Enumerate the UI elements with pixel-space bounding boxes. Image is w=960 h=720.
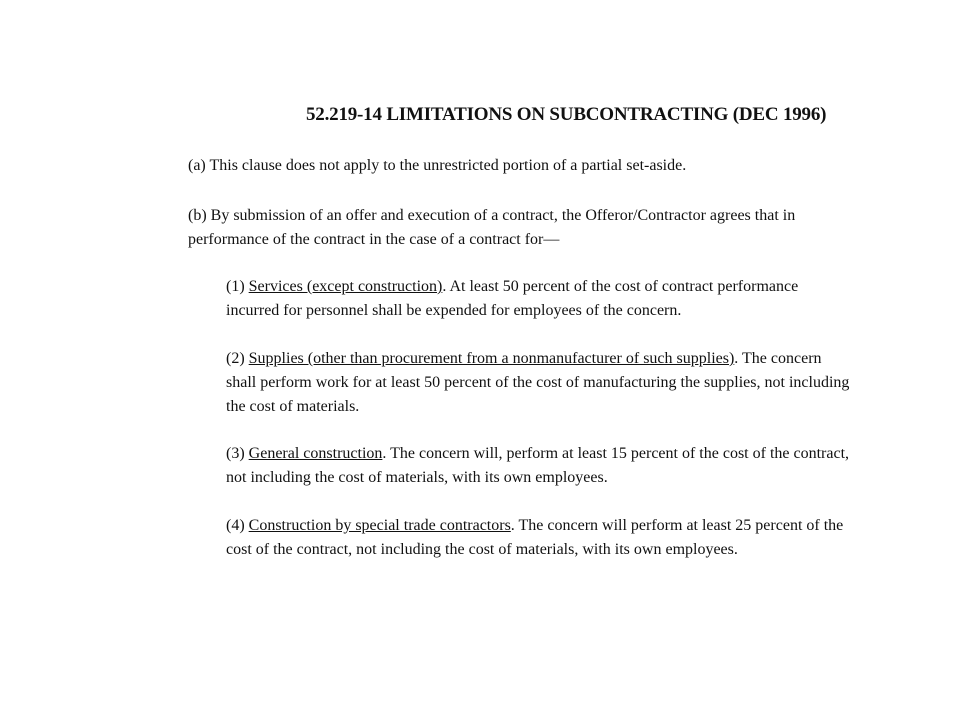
paragraph-b-line-1: (b) By submission of an offer and execution of a contract, the Offeror/Contractor agrees that in [188, 207, 796, 224]
item-2-heading: Supplies (other than procurement from a nonmanufacturer of such supplies) [248, 350, 735, 367]
item-1-line-1-rest: . At least 50 percent of the cost of contract performance [442, 278, 799, 295]
item-2-prefix: (2) [226, 350, 249, 367]
item-3-prefix: (3) [226, 445, 249, 462]
item-4-prefix: (4) [226, 517, 249, 534]
item-3-heading: General construction [248, 445, 383, 462]
paragraph-b [188, 204, 795, 252]
item-2-line-1 [226, 347, 849, 371]
item-2-line-2: shall perform work for at least 50 percent of the cost of manufacturing the supplies, not including [226, 374, 850, 391]
paragraph-a [188, 154, 686, 178]
item-1-line-2: incurred for personnel shall be expended for employees of the concern. [226, 302, 682, 319]
item-1-services [226, 275, 798, 323]
paragraph-a-line-1: (a) This clause does not apply to the unrestricted portion of a partial set-aside. [188, 157, 687, 174]
clause-title: 52.219-14 LIMITATIONS ON SUBCONTRACTING (DEC 1996) [306, 104, 827, 125]
item-1-prefix: (1) [226, 278, 249, 295]
item-4-line-1 [226, 514, 843, 538]
item-3-line-1 [226, 442, 849, 466]
item-2-line-3: the cost of materials. [226, 398, 360, 415]
item-3-line-2: not including the cost of materials, with its own employees. [226, 469, 608, 486]
item-3-general-construction [226, 442, 849, 490]
item-4-line-2: cost of the contract, not including the cost of materials, with its own employees. [226, 541, 738, 558]
item-1-heading: Services (except construction) [248, 278, 443, 295]
item-3-line-1-rest: . The concern will, perform at least 15 percent of the cost of the contract, [382, 445, 850, 462]
item-4-line-1-rest: . The concern will perform at least 25 percent of the [510, 517, 844, 534]
item-4-special-trade [226, 514, 843, 562]
item-2-line-1-rest: . The concern [734, 350, 822, 367]
item-4-heading: Construction by special trade contractors [248, 517, 511, 534]
paragraph-b-line-2: performance of the contract in the case of a contract for— [188, 231, 560, 248]
item-1-line-1 [226, 275, 798, 299]
item-2-supplies [226, 347, 849, 419]
